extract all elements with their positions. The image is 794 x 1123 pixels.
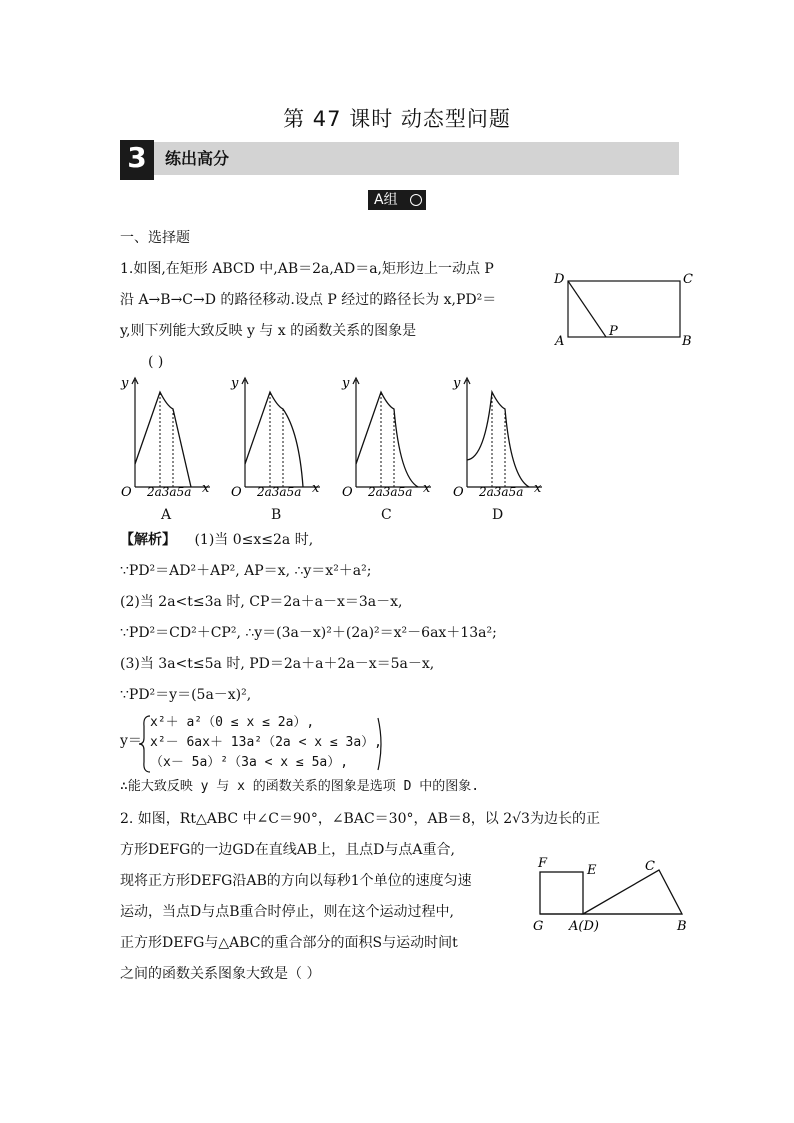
solution-conclusion: ∴能大致反映 y 与 x 的函数关系的图象是选项 D 中的图象. (120, 779, 480, 794)
label-p: P (609, 324, 618, 339)
q1-rectangle-figure (550, 265, 700, 350)
axis-x-label: x (202, 481, 210, 496)
origin-label: O (121, 485, 132, 497)
tick-labels: 2a3a5a (368, 485, 413, 497)
label-c: C (683, 272, 693, 287)
graph-option-a (115, 372, 215, 497)
graph-option-b (225, 372, 325, 497)
curve-c (356, 392, 418, 487)
segment-pd (568, 281, 606, 337)
graph-option-d (447, 372, 547, 497)
rectangle-abcd (568, 281, 680, 337)
solution-line1: (1)当 0≤x≤2a 时, (194, 532, 314, 548)
q2-line3: 现将正方形DEFG沿AB的方向以每秒1个单位的速度匀速 (120, 873, 472, 889)
solution-block (120, 530, 313, 550)
axis-x-label: x (534, 481, 542, 496)
solution-line6: ∵PD²＝y＝(5a－x)², (120, 687, 252, 703)
axis-x-label: x (423, 481, 431, 496)
solution-line2: ∵PD²＝AD²＋AP², AP＝x, ∴y＝x²＋a²; (120, 563, 372, 579)
axis-y-label: y (453, 376, 461, 391)
solution-line5: (3)当 3a<t≤5a 时, PD＝2a＋a＋2a－x＝5a－x, (120, 656, 435, 672)
piece-1: x²＋ a²（0 ≤ x ≤ 2a）, (150, 715, 315, 730)
page-title: 第 47 课时 动态型问题 (283, 107, 511, 131)
option-c-label: C (381, 507, 392, 523)
label-e: E (587, 863, 597, 878)
graph-option-c (336, 372, 436, 497)
label-g: G (533, 919, 544, 934)
axis-y-label: y (342, 376, 350, 391)
axis-y-label: y (231, 376, 239, 391)
piecewise-y: y＝ (120, 733, 142, 749)
q1-answer-blank: ( ) (148, 354, 164, 370)
circle-arrow-icon (410, 194, 422, 206)
option-a-label: A (161, 507, 172, 523)
label-c2: C (645, 859, 655, 874)
origin-label: O (453, 485, 464, 497)
group-badge (368, 190, 426, 210)
label-f: F (538, 856, 548, 871)
label-ad: A(D) (569, 919, 599, 934)
q2-line4: 运动，当点D与点B重合时停止，则在这个运动过程中, (120, 904, 454, 920)
q1-line2: 沿 A→B→C→D 的路径移动.设点 P 经过的路径长为 x,PD²＝ (120, 292, 497, 308)
origin-label: O (231, 485, 242, 497)
section-number: 3 (120, 140, 154, 176)
tick-labels: 2a3a5a (147, 485, 192, 497)
q2-line5: 正方形DEFG与△ABC的重合部分的面积S与运动时间t (120, 935, 458, 951)
curve-d (467, 392, 529, 487)
square-defg (540, 872, 583, 914)
q2-line1: 2. 如图，Rt△ABC 中∠C＝90°，∠BAC＝30°，AB＝8，以 2√3为边长的正 (120, 811, 600, 827)
label-b: B (682, 334, 692, 349)
q2-line6: 之间的函数关系图象大致是（ ） (120, 966, 321, 982)
piece-2: x²－ 6ax＋ 13a²（2a < x ≤ 3a）, (150, 735, 383, 750)
q1-line3: y,则下列能大致反映 y 与 x 的函数关系的图象是 (120, 323, 417, 339)
curve-a (135, 392, 191, 487)
tick-labels: 2a3a5a (479, 485, 524, 497)
axis-x-label: x (312, 481, 320, 496)
q2-figure (528, 850, 698, 935)
option-b-label: B (271, 507, 282, 523)
piece-3: （x－ 5a）²（3a < x ≤ 5a）, (150, 755, 349, 770)
tick-labels: 2a3a5a (257, 485, 302, 497)
label-b2: B (677, 919, 687, 934)
solution-line4: ∵PD²＝CD²＋CP², ∴y＝(3a－x)²＋(2a)²＝x²－6ax＋13a²; (120, 625, 497, 641)
label-a: A (555, 334, 565, 349)
group-label: A组 (374, 192, 398, 208)
triangle-abc (583, 870, 682, 914)
right-paren (376, 716, 386, 772)
origin-label: O (342, 485, 353, 497)
piecewise-lines (150, 713, 382, 773)
section-title: 练出高分 (165, 149, 230, 168)
label-d: D (554, 272, 565, 287)
q2-line2: 方形DEFG的一边GD在直线AB上，且点D与点A重合, (120, 842, 455, 858)
solution-line3: (2)当 2a<t≤3a 时, CP＝2a＋a－x＝3a－x, (120, 594, 403, 610)
solution-head: 【解析】 (120, 532, 176, 548)
q1-line1: 1.如图,在矩形 ABCD 中,AB＝2a,AD＝a,矩形边上一动点 P (120, 261, 494, 277)
option-d-label: D (492, 507, 504, 523)
curve-b (245, 392, 303, 487)
part-heading: 一、选择题 (120, 230, 190, 246)
axis-y-label: y (121, 376, 129, 391)
